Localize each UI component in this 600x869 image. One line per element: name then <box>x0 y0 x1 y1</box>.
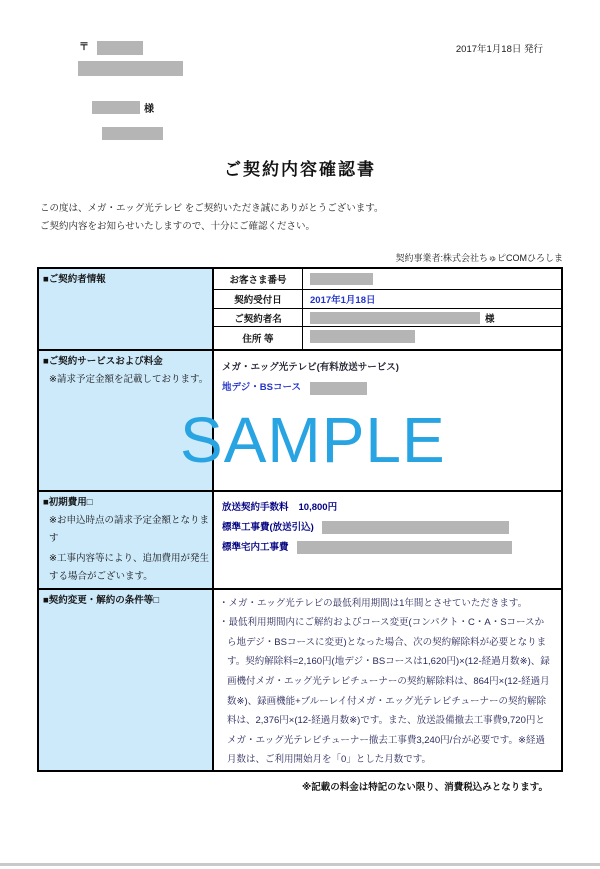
postal-mark: 〒 <box>79 42 89 53</box>
table-row-initial-costs <box>39 492 561 590</box>
redacted-contractor-address <box>310 330 415 343</box>
field-row-contractor-name <box>214 309 561 327</box>
redacted-sender-address <box>78 61 183 76</box>
fee-label: 標準宅内工事費 <box>222 541 289 553</box>
section-header-cell <box>39 492 214 588</box>
intro-paragraph <box>40 200 384 236</box>
redacted-customer-number <box>310 273 373 285</box>
initial-costs-note-1: ※お申込時点の請求予定金額となります <box>49 514 209 544</box>
cancellation-terms-content <box>214 590 561 770</box>
terms-bullet-1: ・メガ・エッグ光テレビの最低利用期間は1年間とさせていただきます。 <box>219 597 528 609</box>
contractor-info-fields <box>214 269 561 349</box>
intro-line-2: ご契約内容をお知らせいたしますので、十分にご確認ください。 <box>40 221 316 232</box>
field-label: ご契約者名 <box>214 309 303 326</box>
fee-line-broadcast-contract <box>222 498 553 518</box>
section-header-contractor-info: ■ご契約者情報 <box>43 274 106 285</box>
table-row-cancellation-terms <box>39 590 561 770</box>
section-header-service: ■ご契約サービスおよび料金 <box>43 356 163 368</box>
redacted-recipient-detail <box>102 127 163 140</box>
initial-costs-note-2: ※工事内容等により、追加費用が発生する場合がございます。 <box>49 552 209 582</box>
table-row-contractor-info <box>39 269 561 351</box>
initial-costs-content <box>214 492 561 588</box>
contract-details-table <box>37 267 563 772</box>
field-row-customer-number <box>214 269 561 290</box>
section-header-initial-costs: ■初期費用□ <box>43 496 93 508</box>
field-value <box>303 327 561 349</box>
table-row-service <box>39 351 561 491</box>
page-edge-divider <box>0 863 600 866</box>
fee-line-indoor-construction <box>222 538 553 558</box>
redacted-indoor-fee <box>297 541 512 554</box>
service-content <box>214 351 561 489</box>
redacted-construction-fee <box>322 521 509 534</box>
section-header-cell <box>39 269 214 349</box>
section-header-cancellation-terms: ■契約変更・解約の条件等□ <box>43 594 159 606</box>
fee-line-standard-construction <box>222 518 553 538</box>
course-label: 地デジ・BSコース <box>222 382 302 394</box>
tax-inclusion-note: ※記載の料金は特記のない限り、消費税込みとなります。 <box>302 782 548 793</box>
service-section-note: ※請求予定金額を記載しております。 <box>49 374 209 386</box>
field-value <box>303 290 561 308</box>
course-line <box>222 378 553 398</box>
field-label: 契約受付日 <box>214 290 303 308</box>
sample-watermark: SAMPLE <box>180 404 446 476</box>
fee-amount: 10,800円 <box>298 501 338 513</box>
field-row-address <box>214 327 561 349</box>
field-row-contract-date <box>214 290 561 309</box>
section-header-cell <box>39 590 214 770</box>
redacted-course-fee <box>310 382 367 395</box>
redacted-recipient-name <box>92 101 140 114</box>
recipient-honorific: 様 <box>144 104 154 115</box>
redacted-postal-code <box>97 41 143 55</box>
fee-label: 標準工事費(放送引込) <box>222 521 314 533</box>
redacted-contractor-name <box>310 312 480 324</box>
service-name: メガ・エッグ光テレビ(有料放送サービス) <box>222 362 399 374</box>
fee-label: 放送契約手数料 <box>222 501 289 513</box>
section-header-cell <box>39 351 214 489</box>
field-label: 住所 等 <box>214 327 303 349</box>
field-value <box>303 309 561 326</box>
recipient-name-row <box>92 100 154 115</box>
document-title: ご契約内容確認書 <box>224 160 376 179</box>
contractor-honorific: 様 <box>485 313 495 325</box>
terms-bullet-2: ・最低利用期間内にご解約およびコース変更(コンパクト・C・A・Sコースから地デジ・BSコースに変更)となった場合、次の契約解除料が必要となります。契約解除料=2,160円(地デジ・BSコースは1,620円)×(12-経過月数※)、録画機付メガ・エッグ光テレビチューナーの契約解除料は、864円×(12-経過月数※)、録画機能+ブルーレイ付メガ・エッグ光テレビチューナーの契約解除料は、2,376円×(12-経過月数※)です。また、放送設備撤去工事費9,720円とメガ・エッグ光テレビチューナー撤去工事費3,240円/台が必要です。※経過月数は、ご利用開始月を「0」とした月数です。 <box>219 617 550 766</box>
field-value <box>303 269 561 289</box>
contract-provider: 契約事業者:株式会社ちゅピCOMひろしま <box>395 253 563 263</box>
issue-date: 2017年1月18日 発行 <box>455 44 543 55</box>
contract-date-value: 2017年1月18日 <box>310 295 376 306</box>
field-label: お客さま番号 <box>214 269 303 289</box>
intro-line-1: この度は、メガ・エッグ光テレビ をご契約いただき誠にありがとうございます。 <box>40 203 384 214</box>
